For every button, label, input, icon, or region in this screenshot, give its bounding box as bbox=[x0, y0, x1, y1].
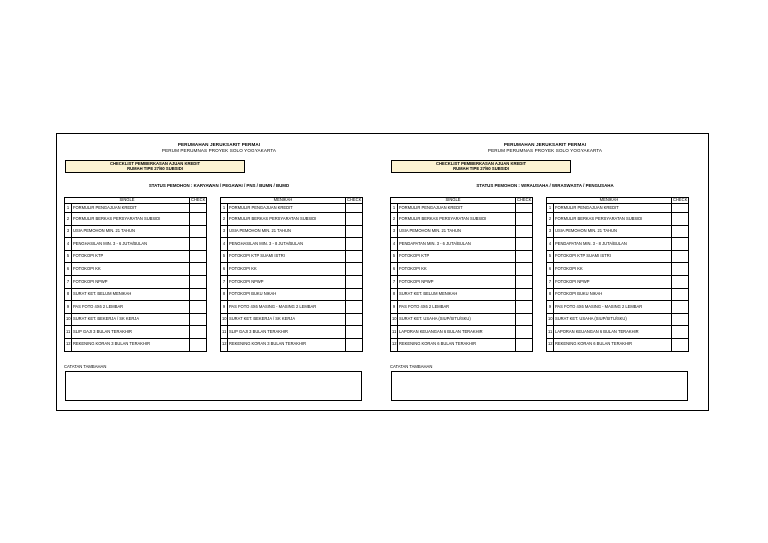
check-cell[interactable] bbox=[516, 301, 533, 314]
checklist-row bbox=[221, 301, 363, 314]
check-cell[interactable] bbox=[190, 275, 207, 288]
item-number: 8 bbox=[547, 288, 554, 301]
single-header: SINGLE bbox=[65, 198, 190, 204]
check-cell[interactable] bbox=[672, 288, 689, 301]
checklist-row bbox=[65, 301, 207, 314]
item-number: 3 bbox=[65, 225, 72, 238]
checklist-title: CHECKLIST PEMBERKASAN AJUAN KREDIT bbox=[435, 161, 527, 166]
checklist-row bbox=[65, 313, 207, 326]
item-number: 8 bbox=[391, 288, 398, 301]
item-label: USIA PEMOHON MIN. 21 TAHUN bbox=[228, 225, 346, 238]
item-label: LAPORAN KEUANGAN 6 BULAN TERAKHIR bbox=[398, 326, 516, 339]
check-cell[interactable] bbox=[346, 225, 363, 238]
check-cell[interactable] bbox=[346, 203, 363, 213]
item-label: FORMULIR BERKAS PERSYARATAN SUBSIDI bbox=[554, 213, 672, 226]
item-number: 12 bbox=[547, 338, 554, 351]
item-number: 7 bbox=[547, 275, 554, 288]
checklist-sheet bbox=[56, 133, 709, 411]
item-label: FOTOKOPI KTP SUAMI ISTRI bbox=[554, 250, 672, 263]
check-header: CHECK bbox=[191, 197, 206, 202]
checklist-row bbox=[547, 288, 689, 301]
item-number: 1 bbox=[221, 203, 228, 213]
check-cell[interactable] bbox=[672, 338, 689, 351]
check-cell[interactable] bbox=[516, 263, 533, 276]
check-header: CHECK bbox=[673, 197, 688, 202]
item-number: 9 bbox=[547, 301, 554, 314]
item-label: USIA PEMOHON MIN. 21 TAHUN bbox=[398, 225, 516, 238]
check-cell[interactable] bbox=[516, 313, 533, 326]
item-label: SURAT KET. BELUM MENIKAH bbox=[72, 288, 190, 301]
item-number: 8 bbox=[221, 288, 228, 301]
item-label: PAS FOTO 4X6 MASING - MASING 2 LEMBAR bbox=[228, 301, 346, 314]
item-label: SURAT KET. USAHA (SIUP/SITU/SKU) bbox=[554, 313, 672, 326]
checklist-row bbox=[221, 263, 363, 276]
checklist-row bbox=[65, 250, 207, 263]
item-number: 9 bbox=[221, 301, 228, 314]
item-number: 4 bbox=[65, 238, 72, 251]
check-cell[interactable] bbox=[190, 238, 207, 251]
item-number: 2 bbox=[65, 213, 72, 226]
check-cell[interactable] bbox=[346, 301, 363, 314]
checklist-row bbox=[547, 250, 689, 263]
check-cell[interactable] bbox=[516, 213, 533, 226]
item-label: FORMULIR PENGAJUAN KREDIT bbox=[398, 203, 516, 213]
check-cell[interactable] bbox=[672, 313, 689, 326]
item-label: REKENING KORAN 3 BULAN TERAKHIR bbox=[228, 338, 346, 351]
check-cell[interactable] bbox=[516, 326, 533, 339]
item-label: FOTOKOPI BUKU NIKAH bbox=[228, 288, 346, 301]
check-cell[interactable] bbox=[516, 238, 533, 251]
checklist-row bbox=[221, 225, 363, 238]
item-number: 1 bbox=[391, 203, 398, 213]
checklist-row bbox=[221, 250, 363, 263]
check-cell[interactable] bbox=[672, 203, 689, 213]
notes-box[interactable] bbox=[391, 371, 688, 401]
notes-box[interactable] bbox=[65, 371, 362, 401]
item-number: 12 bbox=[221, 338, 228, 351]
check-cell[interactable] bbox=[346, 263, 363, 276]
item-number: 11 bbox=[221, 326, 228, 339]
check-cell[interactable] bbox=[516, 250, 533, 263]
check-cell[interactable] bbox=[346, 326, 363, 339]
checklist-row bbox=[221, 326, 363, 339]
checklist-row bbox=[391, 225, 533, 238]
item-label: PAS FOTO 4X6 2 LEMBAR bbox=[72, 301, 190, 314]
check-cell[interactable] bbox=[346, 313, 363, 326]
single-checklist-table bbox=[390, 197, 533, 352]
item-number: 6 bbox=[65, 263, 72, 276]
check-cell[interactable] bbox=[190, 301, 207, 314]
checklist-row bbox=[391, 313, 533, 326]
item-number: 10 bbox=[221, 313, 228, 326]
checklist-row bbox=[221, 213, 363, 226]
item-label: PAS FOTO 4X6 MASING - MASING 2 LEMBAR bbox=[554, 301, 672, 314]
item-number: 8 bbox=[65, 288, 72, 301]
house-type: RUMAH TIPE 27/60 SUBSIDI bbox=[127, 166, 183, 172]
check-cell[interactable] bbox=[346, 275, 363, 288]
item-number: 10 bbox=[547, 313, 554, 326]
item-number: 10 bbox=[65, 313, 72, 326]
checklist-row bbox=[65, 225, 207, 238]
item-number: 4 bbox=[391, 238, 398, 251]
item-number: 3 bbox=[391, 225, 398, 238]
checklist-row bbox=[391, 338, 533, 351]
item-number: 2 bbox=[221, 213, 228, 226]
panel-entrepreneur bbox=[383, 134, 707, 410]
panel-employee bbox=[57, 134, 381, 410]
item-label: FOTOKOPI KTP bbox=[398, 250, 516, 263]
item-number: 2 bbox=[547, 213, 554, 226]
item-number: 5 bbox=[65, 250, 72, 263]
item-number: 4 bbox=[547, 238, 554, 251]
item-label: FOTOKOPI BUKU NIKAH bbox=[554, 288, 672, 301]
item-label: PENGHASILAN MIN. 3 - 8 JUTA/BULAN bbox=[228, 238, 346, 251]
item-label: SURAT KET. BEKERJA / SK KERJA bbox=[228, 313, 346, 326]
company-name: PERUMAHAN JERUKSARIT PERMAI bbox=[177, 142, 261, 147]
checklist-row bbox=[391, 288, 533, 301]
company-subtitle: PERUM PERUMNAS PROYEK SOLO YOGYAKARTA bbox=[487, 148, 603, 153]
item-label: FORMULIR BERKAS PERSYARATAN SUBSIDI bbox=[228, 213, 346, 226]
item-number: 10 bbox=[391, 313, 398, 326]
item-label: FOTOKOPI KK bbox=[228, 263, 346, 276]
checklist-row bbox=[221, 275, 363, 288]
item-label: FOTOKOPI KK bbox=[398, 263, 516, 276]
checklist-row bbox=[391, 301, 533, 314]
checklist-row bbox=[391, 238, 533, 251]
check-cell[interactable] bbox=[190, 288, 207, 301]
checklist-row bbox=[65, 263, 207, 276]
item-label: FOTOKOPI KK bbox=[72, 263, 190, 276]
item-label: REKENING KORAN 6 BULAN TERAKHIR bbox=[398, 338, 516, 351]
item-number: 5 bbox=[391, 250, 398, 263]
check-cell[interactable] bbox=[672, 238, 689, 251]
checklist-row bbox=[65, 213, 207, 226]
item-number: 3 bbox=[221, 225, 228, 238]
item-number: 7 bbox=[391, 275, 398, 288]
item-number: 6 bbox=[391, 263, 398, 276]
single-checklist-table bbox=[64, 197, 207, 352]
check-cell[interactable] bbox=[672, 250, 689, 263]
item-number: 5 bbox=[547, 250, 554, 263]
item-label: SURAT KET. BEKERJA / SK KERJA bbox=[72, 313, 190, 326]
item-number: 11 bbox=[391, 326, 398, 339]
checklist-row bbox=[391, 263, 533, 276]
check-cell[interactable] bbox=[190, 213, 207, 226]
checklist-row bbox=[547, 338, 689, 351]
check-header: CHECK bbox=[347, 197, 362, 202]
checklist-row bbox=[221, 313, 363, 326]
checklist-row bbox=[391, 326, 533, 339]
checklist-row bbox=[547, 326, 689, 339]
applicant-status: STATUS PEMOHON : KARYAWAN / PEGAWAI / PNS / BUMN / BUMD bbox=[148, 183, 290, 188]
item-number: 7 bbox=[221, 275, 228, 288]
single-header: SINGLE bbox=[391, 198, 516, 204]
check-cell[interactable] bbox=[346, 338, 363, 351]
item-number: 3 bbox=[547, 225, 554, 238]
item-number: 11 bbox=[547, 326, 554, 339]
check-cell[interactable] bbox=[346, 238, 363, 251]
item-label: SLIP GAJI 3 BULAN TERAKHIR bbox=[228, 326, 346, 339]
check-cell[interactable] bbox=[672, 213, 689, 226]
item-label: FOTOKOPI KTP bbox=[72, 250, 190, 263]
checklist-row bbox=[547, 275, 689, 288]
checklist-title: CHECKLIST PEMBERKASAN AJUAN KREDIT bbox=[109, 161, 201, 166]
item-number: 12 bbox=[391, 338, 398, 351]
checklist-row bbox=[547, 263, 689, 276]
checklist-row bbox=[65, 326, 207, 339]
check-cell[interactable] bbox=[516, 225, 533, 238]
company-name: PERUMAHAN JERUKSARIT PERMAI bbox=[503, 142, 587, 147]
check-cell[interactable] bbox=[346, 288, 363, 301]
checklist-row bbox=[547, 313, 689, 326]
item-label: FOTOKOPI NPWP bbox=[228, 275, 346, 288]
item-label: PENDAPATAN MIN. 3 - 6 JUTA/BULAN bbox=[398, 238, 516, 251]
company-subtitle: PERUM PERUMNAS PROYEK SOLO YOGYAKARTA bbox=[161, 148, 277, 153]
item-label: PENGHASILAN MIN. 3 - 6 JUTA/BULAN bbox=[72, 238, 190, 251]
checklist-row bbox=[65, 238, 207, 251]
checklist-row bbox=[547, 301, 689, 314]
item-label: SURAT KET. USAHA (SIUP/SITU/SKU) bbox=[398, 313, 516, 326]
notes-label: CATATAN TAMBAHAN bbox=[64, 364, 107, 369]
check-cell[interactable] bbox=[346, 250, 363, 263]
item-label: FORMULIR PENGAJUAN KREDIT bbox=[554, 203, 672, 213]
item-label: FORMULIR BERKAS PERSYARATAN SUBSIDI bbox=[398, 213, 516, 226]
checklist-row bbox=[65, 203, 207, 213]
checklist-row bbox=[65, 288, 207, 301]
checklist-row bbox=[65, 275, 207, 288]
item-label: FORMULIR PENGAJUAN KREDIT bbox=[228, 203, 346, 213]
check-cell[interactable] bbox=[190, 263, 207, 276]
item-number: 9 bbox=[65, 301, 72, 314]
item-label: PAS FOTO 4X6 2 LEMBAR bbox=[398, 301, 516, 314]
checklist-row bbox=[391, 275, 533, 288]
item-number: 7 bbox=[65, 275, 72, 288]
married-checklist-table bbox=[546, 197, 689, 352]
item-label: FOTOKOPI NPWP bbox=[72, 275, 190, 288]
item-number: 1 bbox=[65, 203, 72, 213]
item-number: 2 bbox=[391, 213, 398, 226]
checklist-row bbox=[391, 250, 533, 263]
checklist-row bbox=[391, 213, 533, 226]
checklist-row bbox=[547, 203, 689, 213]
item-number: 5 bbox=[221, 250, 228, 263]
check-cell[interactable] bbox=[672, 263, 689, 276]
item-label: USIA PEMOHON MIN. 21 TAHUN bbox=[554, 225, 672, 238]
item-number: 9 bbox=[391, 301, 398, 314]
check-cell[interactable] bbox=[672, 301, 689, 314]
item-label: FOTOKOPI KTP SUAMI ISTRI bbox=[228, 250, 346, 263]
check-header: CHECK bbox=[517, 197, 532, 202]
checklist-row bbox=[547, 213, 689, 226]
check-cell[interactable] bbox=[516, 275, 533, 288]
item-label: FOTOKOPI NPWP bbox=[554, 275, 672, 288]
checklist-title-box bbox=[65, 160, 245, 173]
check-cell[interactable] bbox=[190, 203, 207, 213]
checklist-row bbox=[547, 238, 689, 251]
item-label: LAPORAN KEUANGAN 6 BULAN TERAKHIR bbox=[554, 326, 672, 339]
check-cell[interactable] bbox=[672, 326, 689, 339]
checklist-row bbox=[221, 238, 363, 251]
item-label: REKENING KORAN 6 BULAN TERAKHIR bbox=[554, 338, 672, 351]
checklist-row bbox=[547, 225, 689, 238]
checklist-row bbox=[221, 288, 363, 301]
checklist-row bbox=[391, 203, 533, 213]
item-label: REKENING KORAN 3 BULAN TERAKHIR bbox=[72, 338, 190, 351]
item-number: 6 bbox=[221, 263, 228, 276]
applicant-status: STATUS PEMOHON : WIRAUSAHA / WIRASWASTA / PENGUSAHA bbox=[476, 183, 614, 188]
item-number: 12 bbox=[65, 338, 72, 351]
check-cell[interactable] bbox=[516, 203, 533, 213]
married-checklist-table bbox=[220, 197, 363, 352]
check-cell[interactable] bbox=[516, 288, 533, 301]
check-cell[interactable] bbox=[190, 225, 207, 238]
item-label: FORMULIR PENGAJUAN KREDIT bbox=[72, 203, 190, 213]
house-type: RUMAH TIPE 27/60 SUBSIDI bbox=[453, 166, 509, 172]
married-header: MENIKAH bbox=[547, 198, 672, 204]
check-cell[interactable] bbox=[516, 338, 533, 351]
checklist-row bbox=[221, 203, 363, 213]
checklist-row bbox=[221, 338, 363, 351]
check-cell[interactable] bbox=[346, 213, 363, 226]
item-label: PENDAPATAN MIN. 3 - 8 JUTA/BULAN bbox=[554, 238, 672, 251]
item-label: SLIP GAJI 3 BULAN TERAKHIR bbox=[72, 326, 190, 339]
notes-label: CATATAN TAMBAHAN bbox=[390, 364, 433, 369]
item-number: 1 bbox=[547, 203, 554, 213]
item-number: 6 bbox=[547, 263, 554, 276]
item-label: USIA PEMOHON MIN. 21 TAHUN bbox=[72, 225, 190, 238]
check-cell[interactable] bbox=[190, 338, 207, 351]
item-label: SURAT KET. BELUM MENIKAH bbox=[398, 288, 516, 301]
item-label: FORMULIR BERKAS PERSYARATAN SUBSIDI bbox=[72, 213, 190, 226]
check-cell[interactable] bbox=[190, 313, 207, 326]
check-cell[interactable] bbox=[672, 225, 689, 238]
checklist-row bbox=[65, 338, 207, 351]
check-cell[interactable] bbox=[672, 275, 689, 288]
check-cell[interactable] bbox=[190, 250, 207, 263]
check-cell[interactable] bbox=[190, 326, 207, 339]
item-label: FOTOKOPI NPWP bbox=[398, 275, 516, 288]
married-header: MENIKAH bbox=[221, 198, 346, 204]
item-number: 11 bbox=[65, 326, 72, 339]
item-number: 4 bbox=[221, 238, 228, 251]
checklist-title-box bbox=[391, 160, 571, 173]
item-label: FOTOKOPI KK bbox=[554, 263, 672, 276]
